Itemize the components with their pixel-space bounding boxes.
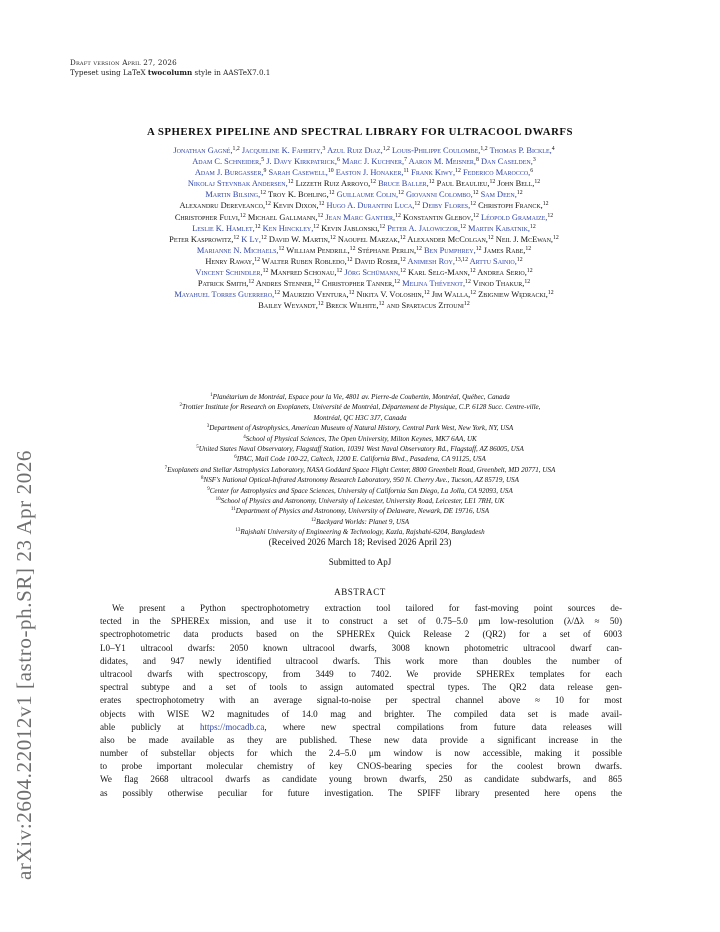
affiliation-marker: 12 <box>394 279 401 286</box>
author-orcid-link[interactable]: Dan Caselden, <box>478 157 533 167</box>
author-name: Vinod Thakur, <box>470 279 525 289</box>
affiliation-marker: 12 <box>254 256 260 263</box>
affiliation-marker: 12 <box>525 245 532 252</box>
affiliation-number: 2 <box>179 403 183 409</box>
author-orcid-link[interactable]: Jonathan Gagné, <box>173 146 233 155</box>
author-orcid-link[interactable]: Marianne N. Michaels, <box>196 245 279 255</box>
affiliation-marker: 12 <box>349 245 356 252</box>
affiliation-marker: 12 <box>313 223 320 230</box>
author-orcid-link[interactable]: Léopold Gramaize, <box>478 212 548 222</box>
author-line <box>52 223 676 234</box>
author-name: James Rabe, <box>481 245 526 255</box>
author-orcid-link[interactable]: Arttu Sainio, <box>467 256 517 266</box>
author-line <box>52 256 676 267</box>
author-orcid-link[interactable]: Melina Thévenot, <box>400 279 466 289</box>
author-line <box>52 189 676 200</box>
author-name: Kevin Dixon, <box>270 201 319 211</box>
author-name: Zbigniew Wędracki, <box>476 290 548 300</box>
abstract-body <box>100 602 622 800</box>
affiliation-marker: 9 <box>263 168 267 175</box>
affiliation-line <box>24 392 696 402</box>
author-orcid-link[interactable]: Guillaume Colin, <box>334 190 399 200</box>
affiliation-marker: 12 <box>470 290 477 297</box>
abstract-line: ultracool dwarfs with spectroscopy, from 3449 to 7402. We provide SPHEREx templates for each <box>100 668 622 679</box>
affiliation-marker: 12 <box>328 190 335 197</box>
author-orcid-link[interactable]: Ben Pumphrey, <box>421 245 476 255</box>
abstract-line: also be made available as they are published. These new data provide a significant increase in the <box>100 734 622 745</box>
affiliation-line <box>24 475 696 485</box>
author-line <box>52 267 676 278</box>
author-orcid-link[interactable]: Adam C. Schneider, <box>192 157 262 167</box>
abstract-line: tected in the SPHEREx mission, and use it to construct a set of 0.75–5.0 μm low-resolution (λ/Δλ ≈ 50) <box>100 616 622 627</box>
affiliation-text: Rajshahi University of Engineering & Technology, Kazla, Rajshahi-6204, Bangladesh <box>240 528 485 537</box>
affiliation-marker: 3 <box>322 146 326 152</box>
running-header <box>70 58 270 78</box>
affiliation-number: 12 <box>310 517 316 523</box>
affiliation-marker: 1,2 <box>480 146 488 152</box>
affiliation-marker: 12 <box>516 256 523 263</box>
affiliation-text: Montréal, QC H3C 3J7, Canada <box>313 413 407 422</box>
affiliation-marker: 12 <box>469 268 476 275</box>
affiliation-marker: 12 <box>248 279 255 286</box>
affiliation-marker: 12 <box>475 245 482 252</box>
affiliation-marker: 6 <box>530 168 534 175</box>
author-orcid-link[interactable]: K Ly, <box>239 234 261 244</box>
affiliation-line <box>24 517 696 527</box>
affiliation-marker: 12 <box>473 212 479 219</box>
author-name: Manfred Schonau, <box>268 268 337 278</box>
affiliation-text: Department of Astrophysics, American Museum of Natural History, Central Park West, New York, NY, USA <box>209 424 514 433</box>
affiliation-marker: 3 <box>532 157 536 164</box>
author-name: Nikita V. Voloshin, <box>354 290 424 300</box>
affiliation-marker: 12 <box>414 201 421 208</box>
affiliation-marker: 12 <box>530 223 536 230</box>
author-orcid-link[interactable]: Nikolaj Stevnbak Andersen, <box>187 179 288 189</box>
author-name: Christopher Tanner, <box>319 279 395 289</box>
author-name: Karl Selg-Mann, <box>405 268 470 278</box>
affiliation-marker: 1,2 <box>232 146 240 152</box>
author-line <box>52 278 676 289</box>
abstract-line: to probe important molecular chemistry of key CNOS-bearing species for the coolest brown dwarfs. <box>100 761 622 772</box>
abstract-line: didates, and 947 newly identified ultracool dwarfs. This work more than doubles the number of <box>100 655 622 666</box>
affiliation-marker: 12 <box>274 290 280 297</box>
author-name: William Pendrill, <box>284 245 350 255</box>
affiliation-marker: 12 <box>472 190 479 197</box>
arxiv-identifier[interactable]: arXiv:2604.22012v1 [astro-ph.SR] 23 Apr 2026 <box>12 449 36 880</box>
author-orcid-link[interactable]: Azul Ruiz Diaz, <box>325 146 383 155</box>
affiliation-marker: 12 <box>262 268 269 275</box>
author-orcid-link[interactable]: Adam J. Burgasser, <box>194 168 264 178</box>
affiliation-marker: 12 <box>379 223 386 230</box>
paper-title: A SPHEREX PIPELINE AND SPECTRAL LIBRARY FOR ULTRACOOL DWARFS <box>147 126 573 138</box>
author-name: Walter Ruben Robledo, <box>259 256 347 266</box>
author-orcid-link[interactable]: Leslie K. Hamlet, <box>192 223 255 233</box>
affiliation-text: Planétarium de Montréal, Espace pour la Vie, 4801 av. Pierre-de Coubertin, Montréal, Québec, Canada <box>212 393 510 401</box>
affiliation-number: 1 <box>210 393 213 398</box>
affiliation-number: 3 <box>206 424 210 430</box>
affiliation-marker: 12 <box>542 201 549 208</box>
affiliation-text: Trottier Institute for Research on Exoplanets, Université de Montréal, Département de Physique, C.P. 6128 Succ. Centre-ville, <box>182 403 541 412</box>
author-name: Peter Kasprowitz, <box>169 234 234 244</box>
author-line <box>52 245 676 256</box>
affiliation-marker: 7 <box>404 157 408 164</box>
affiliation-marker: 12 <box>233 234 240 241</box>
author-name: John Bell, <box>495 179 535 189</box>
affiliation-marker: 12 <box>400 256 406 263</box>
author-orcid-link[interactable]: Marc J. Kuchner, <box>339 157 405 167</box>
author-line <box>52 234 676 245</box>
affiliation-marker: 11 <box>403 168 410 175</box>
author-name: Paul Beaulieu, <box>434 179 490 189</box>
author-name: and Spartacus Zitouni <box>384 301 464 311</box>
author-line <box>52 300 676 311</box>
author-orcid-link[interactable]: Hugo A. Durantini Luca, <box>324 201 415 211</box>
affiliation-number: 8 <box>201 476 204 482</box>
affiliation-marker: 4 <box>551 146 555 152</box>
author-orcid-link[interactable]: Ken Hinckley, <box>260 223 314 233</box>
author-line <box>52 167 676 178</box>
author-orcid-link[interactable]: Animesh Roy, <box>405 256 455 266</box>
affiliation-marker: 12 <box>416 245 422 252</box>
received-dates: (Received 2026 March 18; Revised 2026 April 23) <box>268 537 452 547</box>
affiliation-marker: 12 <box>287 179 294 186</box>
affiliation-marker: 12 <box>428 179 435 186</box>
affiliation-line <box>24 444 696 454</box>
author-orcid-link[interactable]: Mayahuel Torres Guerrero, <box>174 290 275 300</box>
abstract-line: We present a Python spectrophotometry extraction tool tailored for fast-moving point sources de- <box>112 603 622 613</box>
author-line <box>52 212 676 223</box>
affiliation-marker: 12 <box>534 179 541 186</box>
author-orcid-link[interactable]: Giovanni Colombo, <box>403 190 473 200</box>
affiliation-marker: 12 <box>465 279 471 286</box>
abstract-line: number of substellar objects for which the 2.4–5.0 μm window is now accessible, making it possible <box>100 748 622 759</box>
affiliation-text: IPAC, Mail Code 100-22, Caltech, 1200 E. California Blvd., Pasadena, CA 91125, USA <box>236 455 486 464</box>
author-name: Christopher Fulvi, <box>174 212 240 222</box>
author-orcid-link[interactable]: Jörg Schümann, <box>342 268 401 278</box>
author-name: Breck Wilhite, <box>323 301 379 311</box>
author-name: Andres Stenner, <box>254 279 315 289</box>
affiliation-line <box>24 465 696 475</box>
affiliation-marker: 12 <box>317 301 324 308</box>
affiliation-list <box>24 392 696 538</box>
affiliation-marker: 12 <box>524 279 531 286</box>
affiliation-text: NSF's National Optical-Infrared Astronomy Research Laboratory, 950 N. Cherry Ave., Tucson, AZ 85719, USA <box>203 476 519 485</box>
submission-note: Submitted to ApJ <box>328 557 392 567</box>
affiliation-line <box>24 434 696 444</box>
author-name: David W. Martin, <box>266 234 330 244</box>
author-orcid-link[interactable]: Deiby Flores, <box>420 201 471 211</box>
author-name: Bailey Weyandt, <box>258 301 318 311</box>
affiliation-number: 9 <box>207 486 210 492</box>
affiliation-marker: 12 <box>378 301 385 308</box>
affiliation-marker: 12 <box>278 245 285 252</box>
affiliation-text: Backyard Worlds: Planet 9, USA <box>315 517 410 526</box>
author-name: Andrea Serio, <box>475 268 527 278</box>
affiliation-number: 4 <box>243 434 246 440</box>
affiliation-marker: 8 <box>476 157 479 164</box>
author-name: Maurizio Ventura, <box>280 290 349 300</box>
affiliation-marker: 12 <box>348 290 355 297</box>
author-list <box>52 145 676 311</box>
abstract-line: able publicly at https://mocadb.ca, where new spectral compilations from future data releases will <box>100 721 622 732</box>
author-orcid-link[interactable]: Easton J. Honaker, <box>333 168 404 178</box>
author-orcid-link[interactable]: Thomas P. Bickle, <box>487 146 552 155</box>
affiliation-marker: 12 <box>470 201 476 208</box>
author-orcid-link[interactable]: Sam Deen, <box>478 190 517 200</box>
author-name: Naoufel Marzak, <box>335 234 400 244</box>
affiliation-marker: 12 <box>487 234 494 241</box>
affiliation-line <box>24 413 696 423</box>
affiliation-line <box>24 486 696 496</box>
author-name: David Roser, <box>352 256 401 266</box>
author-orcid-link[interactable]: Jacqueline K. Faherty, <box>239 146 323 155</box>
author-name: Christoph Franck, <box>476 201 543 211</box>
author-name: Alexandru Dereveanco, <box>179 201 266 211</box>
affiliation-marker: 5 <box>261 157 265 164</box>
affiliation-marker: 12 <box>317 212 324 219</box>
abstract-line: erates spectrophotometry with an average signal-to-noise per spectral channel above ≈ 10 for most <box>100 695 622 706</box>
affiliation-marker: 10 <box>327 168 334 175</box>
affiliation-marker: 12 <box>346 256 353 263</box>
affiliation-marker: 12 <box>423 290 430 297</box>
affiliation-marker: 12 <box>463 301 470 308</box>
affiliation-number: 7 <box>164 465 168 471</box>
abstract-line: L0–Y1 ultracool dwarfs: 2050 known ultracool dwarfs, 3008 known photometric ultracool dwarf can- <box>100 642 622 653</box>
affiliation-line <box>24 496 696 506</box>
affiliation-line <box>24 423 696 433</box>
author-name: Henry Raway, <box>205 256 255 266</box>
typeset-note: Typeset using LaTeX twocolumn style in AASTeX7.0.1 <box>70 68 271 77</box>
affiliation-number: 13 <box>235 528 241 534</box>
affiliation-text: Exoplanets and Stellar Astrophysics Laboratory, NASA Goddard Space Flight Center, 8800 Greenbelt Road, Greenbelt, MD 20771, USA <box>167 465 556 474</box>
affiliation-marker: 12 <box>400 268 406 275</box>
affiliation-text: Center for Astrophysics and Space Sciences, University of California San Diego, La Jolla, CA 92093, USA <box>209 486 513 495</box>
affiliation-marker: 12 <box>260 190 266 197</box>
affiliation-number: 6 <box>234 455 237 461</box>
affiliation-marker: 12 <box>547 212 554 219</box>
author-orcid-link[interactable]: J. Davy Kirkpatrick, <box>264 157 337 167</box>
author-orcid-link[interactable]: Sarah Casewell, <box>266 168 328 178</box>
affiliation-marker: 12 <box>395 212 401 219</box>
affiliation-marker: 12 <box>460 223 466 230</box>
abstract-line: objects with WISE W2 magnitudes of 14.0 mag and brighter. The compiled data set is made avail- <box>100 708 622 719</box>
affiliation-marker: 6 <box>337 157 340 164</box>
affiliation-marker: 12 <box>399 234 406 241</box>
affiliation-marker: 1,2 <box>382 146 390 152</box>
affiliation-text: Department of Physics and Astronomy, University of Delaware, Newark, DE 19716, USA <box>235 507 490 516</box>
abstract-line: as possibly otherwise peculiar for future investigation. The SPIFF library presented here opens the <box>100 787 622 798</box>
author-name: Jim Walla, <box>429 290 471 300</box>
affiliation-marker: 12 <box>239 212 246 219</box>
affiliation-number: 11 <box>230 507 236 513</box>
affiliation-line <box>24 506 696 516</box>
author-name: Lizzeth Ruiz Arroyo, <box>293 179 371 189</box>
affiliation-number: 10 <box>215 497 221 503</box>
affiliation-marker: 13,12 <box>454 256 468 263</box>
affiliation-marker: 12 <box>516 190 523 197</box>
abstract-heading: ABSTRACT <box>334 587 386 597</box>
author-orcid-link[interactable]: Vincent Schindler, <box>195 268 263 278</box>
affiliation-marker: 12 <box>547 290 554 297</box>
affiliation-number: 5 <box>196 445 199 451</box>
author-name: Michael Gallmann, <box>245 212 318 222</box>
abstract-line: We flag 2668 ultracool dwarfs as candidate young brown dwarfs, 250 as candidate subdwarfs, and 865 <box>100 774 622 785</box>
author-line <box>52 178 676 189</box>
author-orcid-link[interactable]: Bruce Baller, <box>375 179 429 189</box>
author-name: Patrick Smith, <box>197 279 249 289</box>
mocadb-link[interactable]: https://mocadb.ca <box>199 721 265 732</box>
affiliation-marker: 12 <box>329 234 336 241</box>
author-orcid-link[interactable]: Jean Marc Gantier, <box>323 212 396 222</box>
affiliation-text: School of Physics and Astronomy, University of Leicester, University Road, Leicester, LE1 7RH, UK <box>220 497 505 506</box>
affiliation-line <box>24 402 696 412</box>
affiliation-text: United States Naval Observatory, Flagstaff Station, 10391 West Naval Observatory Rd., Flagstaff, AZ 86005, USA <box>198 445 524 454</box>
author-line <box>52 200 676 211</box>
author-orcid-link[interactable]: Federico Marocco, <box>460 168 531 178</box>
author-orcid-link[interactable]: Louis-Philippe Coulombe, <box>389 146 481 155</box>
author-name: Troy K. Bohling, <box>266 190 329 200</box>
affiliation-marker: 12 <box>254 223 261 230</box>
affiliation-marker: 12 <box>553 234 559 241</box>
author-name: Konstantin Glebov, <box>400 212 474 222</box>
affiliation-marker: 12 <box>455 168 461 175</box>
author-line <box>52 145 676 156</box>
affiliation-marker: 12 <box>336 268 343 275</box>
author-orcid-link[interactable]: Aaron M. Meisner, <box>407 157 476 167</box>
author-name: Stéphane Perlin, <box>355 245 417 255</box>
author-orcid-link[interactable]: Martin Kabatnik, <box>465 223 531 233</box>
author-orcid-link[interactable]: Frank Kiwy, <box>409 168 456 178</box>
draft-version: Draft version April 27, 2026 <box>70 58 177 67</box>
affiliation-marker: 12 <box>314 279 320 286</box>
author-name: Kevin Jablonski, <box>319 223 380 233</box>
author-line <box>52 289 676 300</box>
affiliation-marker: 12 <box>370 179 376 186</box>
affiliation-marker: 12 <box>265 201 271 208</box>
author-orcid-link[interactable]: Peter A. Jalowiczor, <box>385 223 461 233</box>
affiliation-line <box>24 454 696 464</box>
author-orcid-link[interactable]: Martin Bilsing, <box>205 190 261 200</box>
abstract-line: spectral subtype and a set of tools to assign automated spectral types. The QR2 data release gen- <box>100 682 622 693</box>
affiliation-text: School of Physical Sciences, The Open University, Milton Keynes, MK7 6AA, UK <box>245 434 477 443</box>
affiliation-marker: 12 <box>318 201 325 208</box>
author-name: Alexander McColgan, <box>405 234 488 244</box>
affiliation-marker: 12 <box>260 234 267 241</box>
abstract-line: spectrophotometric data products based on the SPHEREx Quick Release 2 (QR2) for a set of 6003 <box>100 629 622 640</box>
affiliation-marker: 12 <box>526 268 533 275</box>
author-line <box>52 156 676 167</box>
affiliation-marker: 12 <box>489 179 496 186</box>
author-name: Neil J. McEwan, <box>493 234 554 244</box>
affiliation-marker: 12 <box>398 190 404 197</box>
